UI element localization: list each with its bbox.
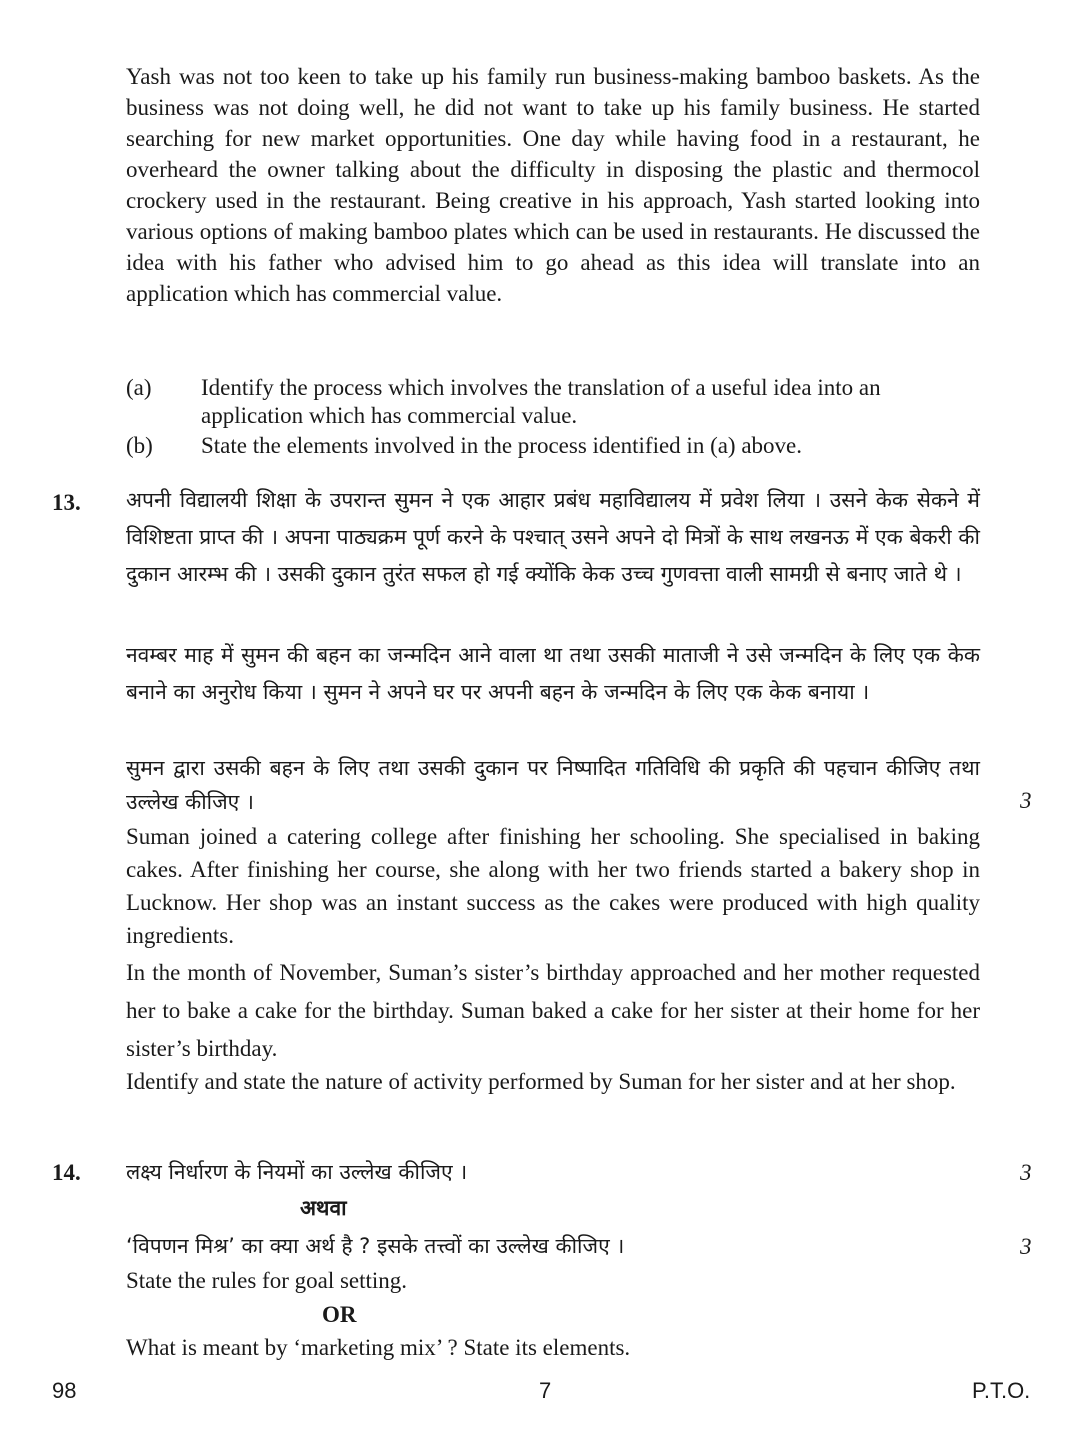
q12-part-a	[126, 374, 980, 430]
page-number: 7	[539, 1378, 552, 1403]
question-number: 14.	[52, 1160, 81, 1185]
q13-hindi-p1: अपनी विद्यालयी शिक्षा के उपरान्त सुमन ने एक आहार प्रबंध महाविद्यालय में प्रवेश लिया । उसने केक सेकने में विशिष्टता प्राप्त की । अपना पाठ्यक्रम पूर्ण करने के पश्चात् उसने अपने दो मित्रों के साथ लखनऊ में एक बेकरी की दुकान आरम्भ की । उसकी दुकान तुरंत सफल हो गई क्योंकि केक उच्च गुणवत्ता वाली सामग्री से बनाए जाते थे ।	[126, 488, 980, 586]
part-text: State the elements involved in the process identified in (a) above.	[201, 433, 803, 458]
q13-en-p1: Suman joined a catering college after finishing her schooling. She specialised in baking cakes. After finishing her course, she along with her two friends started a bakery shop in Lucknow. Her shop was an instant success as the cakes were produced with high quality ingredients.	[126, 824, 980, 948]
pto: P.T.O.	[972, 1378, 1031, 1403]
marks: 3	[1020, 1234, 1032, 1259]
q12-passage: Yash was not too keen to take up his family run business-making bamboo baskets. As the business was not doing well, he did not want to take up his family business. He started searching for new market opportunities. One day while having food in a restaurant, he overheard the owner talking about the difficulty in disposing the plastic and thermocol crockery used in the restaurant. Being creative in his approach, Yash started looking into various options of making bamboo plates which can be used in restaurants. He discussed the idea with his father who advised him to go ahead as this idea will translate into an application which has commercial value.	[126, 64, 980, 306]
q12-part-b	[126, 432, 980, 460]
part-label: (b)	[126, 433, 153, 458]
q14-hindi-b: ‘विपणन मिश्र’ का क्या अर्थ है ? इसके तत्त्वों का उल्लेख कीजिए ।	[126, 1234, 625, 1258]
or-hindi: अथवा	[300, 1196, 347, 1220]
q14-en-b: What is meant by ‘marketing mix’ ? State its elements.	[126, 1335, 631, 1360]
q13-en-question: Identify and state the nature of activity performed by Suman for her sister and at her shop.	[126, 1069, 956, 1094]
or-english: OR	[322, 1302, 357, 1327]
q14-hindi-a: लक्ष्य निर्धारण के नियमों का उल्लेख कीजिए ।	[126, 1160, 468, 1184]
part-text: Identify the process which involves the translation of a useful idea into an application which has commercial value.	[201, 375, 881, 428]
question-number: 13.	[52, 490, 81, 515]
part-label: (a)	[126, 375, 152, 400]
q13-hindi-question: सुमन द्वारा उसकी बहन के लिए तथा उसकी दुकान पर निष्पादित गतिविधि की प्रकृति की पहचान कीजिए तथा उल्लेख कीजिए ।	[126, 756, 980, 814]
q13-hindi-p2: नवम्बर माह में सुमन की बहन का जन्मदिन आने वाला था तथा उसकी माताजी ने उसे जन्मदिन के लिए एक केक बनाने का अनुरोध किया । सुमन ने अपने घर पर अपनी बहन के जन्मदिन के लिए एक केक बनाया ।	[126, 643, 980, 704]
q14-en-a: State the rules for goal setting.	[126, 1268, 408, 1293]
marks: 3	[1020, 788, 1032, 813]
marks: 3	[1020, 1160, 1032, 1185]
paper-code: 98	[52, 1378, 77, 1403]
q13-en-p2: In the month of November, Suman’s sister’s birthday approached and her mother requested her to bake a cake for the birthday. Suman baked a cake for her sister at their home for her sister’s birthday.	[126, 960, 980, 1061]
